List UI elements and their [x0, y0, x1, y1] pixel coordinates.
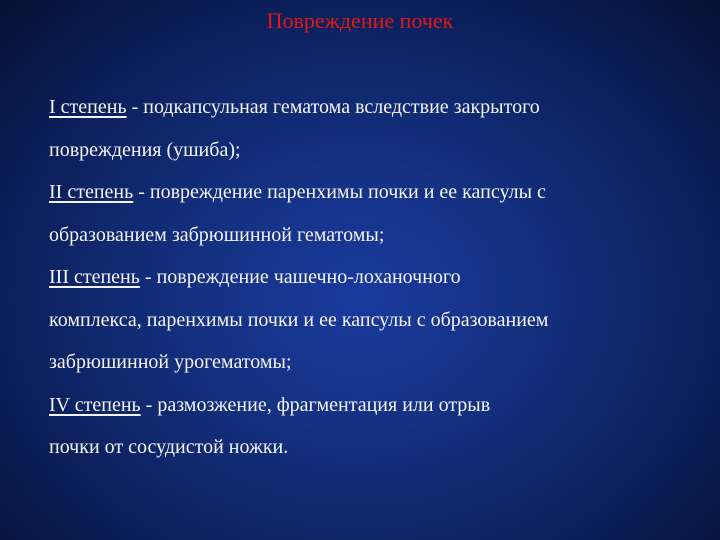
- degree-description-line: размозжение, фрагментация или отрыв: [157, 393, 491, 416]
- degree-description-line: повреждения (ушиба);: [49, 138, 241, 161]
- degree-item-3: [49, 256, 709, 384]
- degree-separator: -: [126, 96, 144, 118]
- degree-description-line: почки от сосудистой ножки.: [49, 436, 289, 458]
- degree-item-1: [49, 86, 709, 171]
- degree-separator: -: [133, 181, 150, 203]
- degree-list: [49, 86, 709, 469]
- degree-description-line: повреждение паренхимы почки и ее капсулы с: [149, 181, 546, 203]
- degree-item-2: [49, 171, 709, 256]
- degree-name: III степень: [49, 266, 140, 288]
- degree-description-line: комплекса, паренхимы почки и ее капсулы с образованием: [49, 308, 549, 331]
- degree-name: II степень: [49, 181, 134, 203]
- slide-title: Повреждение почек: [266, 8, 454, 33]
- degree-description-line: подкапсульная гематома вследствие закрытого: [143, 96, 540, 118]
- degree-name: I степень: [49, 96, 127, 118]
- degree-description-line: повреждение чашечно-лоханочного: [156, 266, 461, 288]
- degree-separator: -: [139, 266, 157, 288]
- degree-item-4: [49, 384, 709, 469]
- degree-description-line: забрюшинной урогематомы;: [49, 351, 292, 373]
- degree-description-line: образованием забрюшинной гематомы;: [49, 223, 385, 246]
- degree-separator: -: [140, 393, 158, 416]
- degree-name: IV степень: [49, 393, 141, 416]
